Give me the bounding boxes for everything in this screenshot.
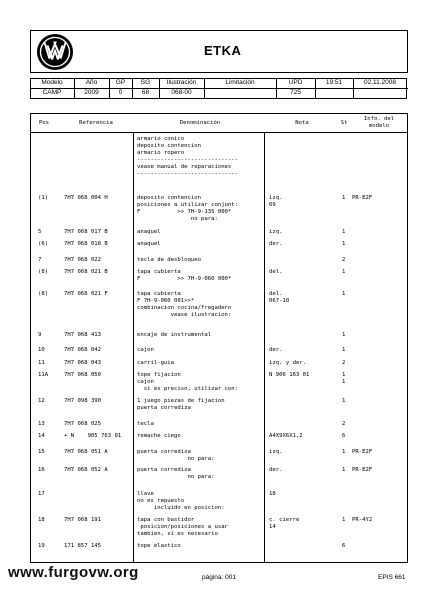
cell-desc-line: tope fijacion [137, 372, 181, 378]
cell-pos: 19 [38, 543, 45, 549]
cell-desc-line: tapa con bastidor [137, 517, 195, 523]
cell-pos: (8) [38, 269, 49, 275]
cell-note-line: del. [269, 269, 283, 275]
cell-model [352, 195, 372, 202]
info-illustration [159, 78, 204, 99]
cell-desc-line: vease ilustracion: [137, 312, 232, 318]
cell-note-line: 69 [269, 202, 276, 208]
cell-st-line: 1 [342, 269, 346, 275]
cell-st [342, 269, 345, 276]
info-label-gp: GP [115, 79, 126, 86]
cell-desc-line: puerta corrediza [137, 405, 191, 411]
cell-note [269, 372, 309, 379]
cell-st-line: 6 [342, 543, 346, 549]
cell-pos: 18 [38, 517, 45, 523]
cell-desc-line: ------------------------------ [137, 157, 239, 163]
cell-st-line: 1 [342, 241, 346, 247]
footer-code: EPIS 661 [378, 574, 406, 581]
cell-st [342, 517, 345, 524]
table-header [30, 113, 408, 133]
info-gp [109, 78, 132, 99]
cell-pos: 15 [38, 449, 45, 455]
info-label-illustration: Ilustración [166, 79, 197, 86]
cell-note-line: izq. [269, 229, 283, 235]
cell-st [342, 398, 345, 405]
cell-ref: 7H7 068 051 A [64, 449, 108, 455]
cell-pos: 13 [38, 421, 45, 427]
cell-pos: 5 [38, 229, 42, 235]
cell-st [342, 360, 345, 367]
cell-note [269, 449, 282, 456]
cell-note [269, 360, 306, 367]
cell-ref: 7H7 068 017 B [64, 229, 108, 235]
info-year [74, 78, 109, 99]
app-title: ETKA [204, 43, 242, 58]
cell-st-line: 1 [342, 379, 346, 385]
cell-desc-line: si es preciso, utilizar con: [137, 386, 239, 392]
cell-st [342, 421, 345, 428]
cell-model-line: PR-E2F [352, 449, 373, 455]
cell-note-line: c. cierre [269, 517, 300, 523]
cell-st [342, 347, 345, 354]
cell-ref: 7H7 068 025 [64, 421, 102, 427]
cell-st-line: 6 [342, 433, 346, 439]
cell-ref: 7H7 068 021 B [64, 269, 108, 275]
cell-desc-line: armario ropero [137, 150, 185, 156]
cell-desc-line: no para: [137, 456, 215, 462]
cell-note [269, 433, 303, 440]
cell-desc-line: anaquel [137, 241, 161, 247]
footer-site: www.furgovw.org [8, 564, 139, 581]
cell-note-line: del. [269, 291, 283, 297]
cell-st [342, 372, 345, 386]
cell-note-line: izq. y der. [269, 360, 307, 366]
cell-ref: 7H7 068 042 [64, 347, 102, 353]
cell-pos: 11 [38, 360, 45, 366]
cell-note-line: izq. [269, 449, 283, 455]
cell-desc-line: tecla de desbloqueo [137, 257, 201, 263]
cell-st [342, 433, 345, 440]
cell-st [342, 332, 345, 339]
cell-st-line: 2 [342, 421, 346, 427]
cell-pos: 10 [38, 347, 45, 353]
info-model [30, 78, 74, 99]
cell-st-line: 1 [342, 347, 346, 353]
cell-note [269, 517, 299, 531]
cell-note-line: 067-10 [269, 298, 290, 304]
cell-note [269, 241, 282, 248]
cell-desc-line: 1 juego piezas de fijacion [137, 398, 225, 404]
cell-desc-line: posicion/posiciones a usar [137, 524, 228, 530]
cell-desc-line: no es repuesto [137, 498, 185, 504]
cell-st [342, 229, 345, 236]
cell-desc-line: carril-guia [137, 360, 175, 366]
cell-desc-line: llave [137, 491, 154, 497]
info-limitation [204, 78, 276, 99]
cell-note-line: 14 [269, 524, 276, 530]
cell-st-line: 1 [342, 195, 346, 201]
cell-note [269, 347, 282, 354]
cell-st-line: 1 [342, 517, 346, 523]
cell-note [269, 467, 282, 474]
cell-st-line: 2 [342, 257, 346, 263]
cell-note-line: der. [269, 347, 283, 353]
cell-note-line: izq. [269, 195, 283, 201]
cell-model [352, 449, 372, 456]
cell-note-line: 18 [269, 491, 276, 497]
cell-pos: 9 [38, 332, 42, 338]
cell-st-line: 1 [342, 467, 346, 473]
cell-model-line: PR-4Y2 [352, 517, 373, 523]
cell-ref: 7H7 068 043 [64, 360, 102, 366]
cell-ref: 7H7 098 390 [64, 398, 102, 404]
cell-st [342, 543, 345, 550]
info-value-model: CAMP [42, 89, 62, 96]
cell-st [342, 449, 345, 456]
info-label-sg: SG [140, 79, 151, 86]
cell-desc-line: tapa cubierta [137, 291, 181, 297]
cell-ref: 7H7 068 413 [64, 332, 102, 338]
cell-st [342, 291, 345, 298]
col-header-model-1: Info. del [363, 116, 395, 122]
cell-st-line: 1 [342, 372, 346, 378]
col-header-ref: Referencia [79, 120, 113, 126]
cell-pos: (6) [38, 241, 49, 247]
info-date-value: 02.11.2008 [363, 79, 397, 86]
info-value-illustration: 068-00 [171, 89, 192, 96]
cell-pos: 14 [38, 433, 45, 439]
cell-note [269, 269, 282, 276]
cell-desc-line: F >> 7H-9-060 000* [137, 276, 232, 282]
cell-desc-line: incluido en posicion: [137, 505, 225, 511]
cell-pos: 16 [38, 467, 45, 473]
info-label-year: Año [85, 79, 98, 86]
cell-model-line: PR-E2F [352, 467, 373, 473]
cell-desc-line: encaje de instrumental [137, 332, 212, 338]
info-time [315, 78, 353, 99]
cell-pos: (8) [38, 291, 49, 297]
cell-ref: 7H7 068 191 [64, 517, 102, 523]
cell-desc-line: F >> 7H-9-135 000* [137, 209, 232, 215]
cell-desc-line: remache ciego [137, 433, 181, 439]
cell-ref: 7H7 068 052 A [64, 467, 108, 473]
cell-st-line: 1 [342, 291, 346, 297]
cell-desc-line: deposito contencion [137, 195, 201, 201]
info-time-value: 19:51 [325, 79, 343, 86]
cell-desc-line: combinacion cocina/fregadero [137, 305, 232, 311]
cell-desc-line: tapa cubierta [137, 269, 181, 275]
cell-desc-line: posiciones a utilizar conjunt: [137, 202, 239, 208]
vw-logo-icon [36, 33, 74, 71]
info-value-gp: 0 [118, 89, 123, 96]
description-column-frame [133, 133, 265, 563]
footer-page-number: página: 001 [202, 574, 236, 581]
cell-pos: 17 [38, 491, 45, 497]
cell-pos: (1) [38, 195, 49, 201]
col-header-note: Nota [295, 120, 309, 126]
cell-note-line: der. [269, 241, 283, 247]
col-header-model-2: modelo [368, 123, 390, 129]
info-grid [30, 78, 408, 99]
cell-st [342, 467, 345, 474]
cell-note-line: A4X9X6X1,2 [269, 433, 303, 439]
info-label-model: Modelo [41, 79, 63, 86]
cell-note-line: N 906 163 01 [269, 372, 310, 378]
cell-st-line: 1 [342, 398, 346, 404]
info-date [353, 78, 407, 99]
cell-ref: 171 857 145 [64, 543, 102, 549]
cell-desc-line: puerta corrediza [137, 449, 191, 455]
cell-desc-line: ------------------------------ [137, 171, 239, 177]
cell-desc-line: anaquel [137, 229, 161, 235]
info-value-upd: 725 [290, 89, 301, 96]
cell-pos: 11A [38, 372, 49, 378]
cell-st [342, 195, 345, 202]
info-label-upd: UPD [288, 79, 303, 86]
cell-desc-line: deposito contencion [137, 143, 201, 149]
cell-ref: 7H7 068 022 [64, 257, 102, 263]
cell-note [269, 229, 282, 236]
cell-st [342, 241, 345, 248]
cell-ref: 7H7 068 021 F [64, 291, 108, 297]
cell-pos: 12 [38, 398, 45, 404]
info-value-year: 2009 [84, 89, 99, 96]
cell-ref: 7H7 068 050 [64, 372, 102, 378]
cell-note [269, 491, 276, 498]
cell-desc-line: puerta corrediza [137, 467, 191, 473]
cell-model [352, 467, 372, 474]
cell-desc-line: no para: [137, 216, 218, 222]
cell-pos: 7 [38, 257, 42, 263]
cell-st [342, 257, 345, 264]
cell-note-line: der. [269, 467, 283, 473]
cell-desc-line: vease manual de reparaciones [137, 164, 232, 170]
cell-ref: + N 905 763 01 [64, 433, 122, 439]
col-header-desc: Denominación [179, 120, 221, 126]
cell-model [352, 517, 372, 524]
cell-desc-line: no para: [137, 474, 215, 480]
info-upd [276, 78, 315, 99]
info-sg [132, 78, 159, 99]
cell-st-line: 1 [342, 332, 346, 338]
cell-desc-line: tecla [137, 421, 154, 427]
cell-desc-line: F 7H-9-060 001>>* [137, 298, 195, 304]
col-header-st: St [340, 120, 348, 126]
info-label-limitation: Limitación [225, 79, 255, 86]
cell-ref: 7H7 068 004 H [64, 195, 108, 201]
cell-st-line: 2 [342, 360, 346, 366]
cell-note [269, 291, 289, 305]
cell-desc-line: tope elastico [137, 543, 181, 549]
cell-model-line: PR-E2F [352, 195, 373, 201]
cell-desc-line: armario conico [137, 136, 185, 142]
cell-desc-line: cajon [137, 347, 154, 353]
col-header-pos: Pos [38, 120, 50, 126]
cell-note [269, 195, 282, 209]
cell-st-line: 1 [342, 229, 346, 235]
cell-desc-line: tambien, si es necesario [137, 531, 218, 537]
cell-st-line: 1 [342, 449, 346, 455]
cell-ref: 7H7 068 018 B [64, 241, 108, 247]
cell-desc-line: cajon [137, 379, 154, 385]
info-value-sg: 68 [141, 89, 150, 96]
